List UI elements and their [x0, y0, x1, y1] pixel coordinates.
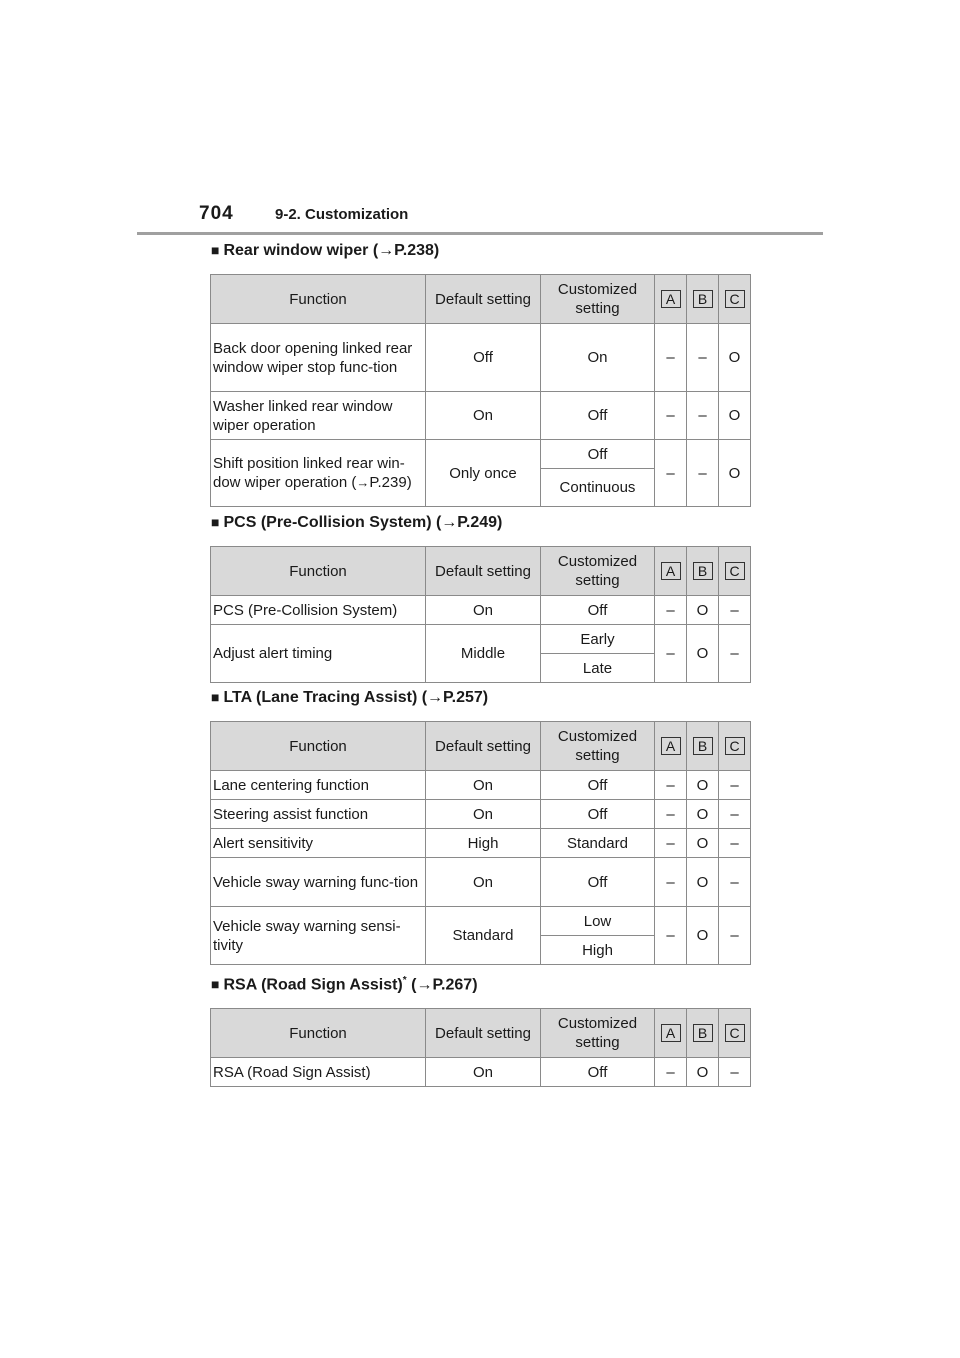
column-header-customized: Customized setting — [541, 547, 655, 596]
column-header-default: Default setting — [426, 275, 541, 324]
a-cell: – — [655, 858, 687, 907]
square-bullet-icon: ■ — [211, 976, 220, 993]
page-reference-link[interactable]: P.257 — [443, 689, 483, 706]
custom-cell: Off — [541, 596, 655, 625]
b-cell: O — [687, 800, 719, 829]
table-row — [211, 1058, 751, 1087]
function-cell: Back door opening linked rear window wiper stop func-tion — [211, 324, 426, 392]
b-cell: – — [687, 440, 719, 507]
b-cell: – — [687, 392, 719, 440]
table-row — [211, 907, 751, 936]
column-header-b: B — [687, 1009, 719, 1058]
c-cell: – — [719, 625, 751, 683]
table-row — [211, 324, 751, 392]
custom-cell: Off — [541, 392, 655, 440]
table-header-row — [211, 1009, 751, 1058]
square-bullet-icon: ■ — [211, 514, 220, 530]
page-reference-link[interactable]: P.267 — [432, 976, 473, 994]
table-lta — [210, 721, 751, 965]
custom-cell: High — [541, 936, 655, 965]
column-header-c: C — [719, 547, 751, 596]
default-cell: On — [426, 392, 541, 440]
a-cell: – — [655, 829, 687, 858]
table-row — [211, 800, 751, 829]
a-cell: – — [655, 800, 687, 829]
arrow-icon: → — [427, 689, 444, 706]
custom-cell: Late — [541, 654, 655, 683]
a-cell: – — [655, 771, 687, 800]
table-row — [211, 392, 751, 440]
column-header-default: Default setting — [426, 722, 541, 771]
square-bullet-icon: ■ — [211, 242, 220, 258]
function-cell: Adjust alert timing — [211, 625, 426, 683]
function-cell: Steering assist function — [211, 800, 426, 829]
column-header-a: A — [655, 275, 687, 324]
a-cell: – — [655, 440, 687, 507]
a-cell: – — [655, 324, 687, 392]
default-cell: Middle — [426, 625, 541, 683]
c-cell: – — [719, 771, 751, 800]
c-cell: O — [719, 440, 751, 507]
section-heading-rsa: ■ RSA (Road Sign Assist)* (→P.267) — [211, 975, 478, 994]
arrow-icon: → — [356, 475, 370, 490]
table-row — [211, 771, 751, 800]
table-header-row — [211, 722, 751, 771]
b-cell: O — [687, 858, 719, 907]
table-rear-window-wiper — [210, 274, 751, 507]
b-cell: O — [687, 771, 719, 800]
column-header-customized: Customized setting — [541, 1009, 655, 1058]
column-header-customized: Customized setting — [541, 275, 655, 324]
c-cell: – — [719, 907, 751, 965]
a-cell: – — [655, 596, 687, 625]
b-cell: O — [687, 907, 719, 965]
default-cell: On — [426, 596, 541, 625]
c-cell: O — [719, 392, 751, 440]
section-heading-pcs: ■ PCS (Pre-Collision System) (→P.249) — [211, 514, 503, 531]
column-header-c: C — [719, 1009, 751, 1058]
custom-cell: On — [541, 324, 655, 392]
a-cell: – — [655, 1058, 687, 1087]
column-header-default: Default setting — [426, 1009, 541, 1058]
arrow-icon: → — [416, 976, 433, 994]
c-cell: O — [719, 324, 751, 392]
column-header-a: A — [655, 547, 687, 596]
chapter-title: 9-2. Customization — [275, 206, 409, 223]
b-cell: O — [687, 1058, 719, 1087]
default-cell: Standard — [426, 907, 541, 965]
table-rsa — [210, 1008, 751, 1087]
default-cell: High — [426, 829, 541, 858]
column-header-a: A — [655, 1009, 687, 1058]
column-header-function: Function — [211, 1009, 426, 1058]
c-cell: – — [719, 800, 751, 829]
c-cell: – — [719, 596, 751, 625]
default-cell: On — [426, 1058, 541, 1087]
table-row — [211, 829, 751, 858]
table-header-row — [211, 547, 751, 596]
column-header-b: B — [687, 275, 719, 324]
custom-cell: Early — [541, 625, 655, 654]
page-reference-link[interactable]: P.249 — [457, 514, 498, 531]
function-cell: Alert sensitivity — [211, 829, 426, 858]
custom-cell: Off — [541, 771, 655, 800]
page-reference-link[interactable]: P.238 — [394, 242, 434, 259]
function-cell: PCS (Pre-Collision System) — [211, 596, 426, 625]
page-reference-link[interactable]: P.239 — [369, 474, 407, 491]
column-header-default: Default setting — [426, 547, 541, 596]
table-pcs — [210, 546, 751, 683]
function-cell: Shift position linked rear win-dow wiper operation (→P.239) — [211, 440, 426, 507]
a-cell: – — [655, 907, 687, 965]
default-cell: Off — [426, 324, 541, 392]
b-cell: O — [687, 596, 719, 625]
column-header-function: Function — [211, 275, 426, 324]
table-row — [211, 625, 751, 654]
function-cell: Vehicle sway warning func-tion — [211, 858, 426, 907]
function-cell: RSA (Road Sign Assist) — [211, 1058, 426, 1087]
default-cell: Only once — [426, 440, 541, 507]
section-heading-lta: ■ LTA (Lane Tracing Assist) (→P.257) — [211, 689, 489, 706]
custom-cell: Off — [541, 800, 655, 829]
column-header-function: Function — [211, 722, 426, 771]
table-row — [211, 596, 751, 625]
default-cell: On — [426, 771, 541, 800]
default-cell: On — [426, 858, 541, 907]
a-cell: – — [655, 625, 687, 683]
custom-cell: Off — [541, 858, 655, 907]
header-rule — [137, 232, 823, 235]
function-cell: Vehicle sway warning sensi-tivity — [211, 907, 426, 965]
column-header-customized: Customized setting — [541, 722, 655, 771]
c-cell: – — [719, 1058, 751, 1087]
page-number: 704 — [199, 203, 234, 224]
column-header-c: C — [719, 275, 751, 324]
table-header-row — [211, 275, 751, 324]
b-cell: – — [687, 324, 719, 392]
arrow-icon: → — [378, 242, 395, 259]
column-header-b: B — [687, 547, 719, 596]
table-row — [211, 440, 751, 469]
custom-cell: Off — [541, 1058, 655, 1087]
a-cell: – — [655, 392, 687, 440]
b-cell: O — [687, 625, 719, 683]
custom-cell: Low — [541, 907, 655, 936]
square-bullet-icon: ■ — [211, 689, 220, 705]
function-cell: Lane centering function — [211, 771, 426, 800]
column-header-b: B — [687, 722, 719, 771]
table-row — [211, 858, 751, 907]
column-header-function: Function — [211, 547, 426, 596]
c-cell: – — [719, 858, 751, 907]
default-cell: On — [426, 800, 541, 829]
column-header-c: C — [719, 722, 751, 771]
function-cell: Washer linked rear window wiper operation — [211, 392, 426, 440]
b-cell: O — [687, 829, 719, 858]
custom-cell: Off — [541, 440, 655, 469]
column-header-a: A — [655, 722, 687, 771]
c-cell: – — [719, 829, 751, 858]
section-heading-rear-wiper: ■ Rear window wiper (→P.238) — [211, 242, 440, 259]
custom-cell: Standard — [541, 829, 655, 858]
custom-cell: Continuous — [541, 469, 655, 507]
page-header — [199, 203, 408, 225]
arrow-icon: → — [441, 514, 458, 531]
